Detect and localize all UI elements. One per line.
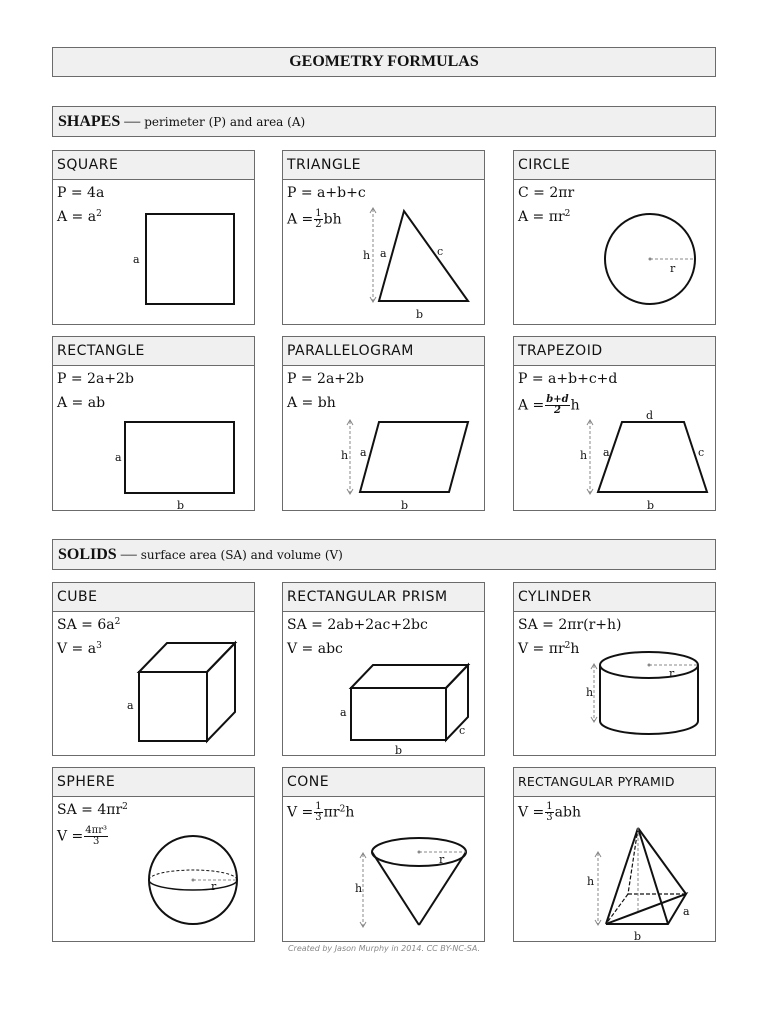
rectangle-diagram bbox=[53, 337, 256, 512]
card-title: TRAPEZOID bbox=[514, 337, 715, 366]
formula-area: $A = \pi r^2$ bbox=[518, 209, 571, 225]
label-b: b bbox=[401, 499, 409, 512]
card-rectangular-pyramid bbox=[513, 767, 716, 942]
formula-area: A = ab bbox=[57, 395, 106, 411]
card-title: RECTANGULAR PYRAMID bbox=[514, 768, 715, 797]
cube-diagram bbox=[53, 583, 256, 757]
card-title: RECTANGLE bbox=[53, 337, 254, 366]
card-parallelogram bbox=[282, 336, 485, 511]
formula-surface-area: SA = 2ab+2ac+2bc bbox=[287, 617, 428, 633]
square-diagram bbox=[53, 151, 256, 326]
label-d: d bbox=[646, 409, 654, 422]
label-h: h bbox=[355, 882, 363, 895]
formula-perimeter: P = a+b+c+d bbox=[518, 371, 618, 387]
cylinder-diagram bbox=[514, 583, 717, 757]
formula-area: A = bh bbox=[287, 395, 336, 411]
label-a: a bbox=[380, 247, 387, 260]
card-rectangular-prism bbox=[282, 582, 485, 756]
label-a: a bbox=[133, 253, 140, 266]
formula-volume: V = $\frac{1}{3}$ $\pi r^2h$ bbox=[287, 801, 355, 823]
card-title: SQUARE bbox=[53, 151, 254, 180]
label-a: a bbox=[603, 446, 610, 459]
formula-surface-area: SA = $6a^2$ bbox=[57, 617, 121, 633]
card-title: CONE bbox=[283, 768, 484, 797]
label-b: b bbox=[647, 499, 655, 512]
label-h: h bbox=[587, 875, 595, 888]
card-rectangle bbox=[52, 336, 255, 511]
label-h: h bbox=[341, 449, 349, 462]
label-c: c bbox=[698, 446, 705, 459]
formula-circumference: C = 2πr bbox=[518, 185, 575, 201]
formula-perimeter: P = 4a bbox=[57, 185, 105, 201]
label-c: c bbox=[437, 245, 444, 258]
label-r: r bbox=[669, 667, 675, 680]
card-title: PARALLELOGRAM bbox=[283, 337, 484, 366]
formula-perimeter: P = 2a+2b bbox=[57, 371, 134, 387]
card-title: CUBE bbox=[53, 583, 254, 612]
label-r: r bbox=[670, 262, 676, 275]
formula-perimeter: P = a+b+c bbox=[287, 185, 366, 201]
label-r: r bbox=[211, 880, 217, 893]
label-r: r bbox=[439, 853, 445, 866]
shapes-section-header bbox=[52, 106, 716, 137]
label-b: b bbox=[177, 499, 185, 512]
label-h: h bbox=[580, 449, 588, 462]
label-c: c bbox=[459, 724, 466, 737]
solids-label: SOLIDS bbox=[58, 546, 117, 563]
card-cone bbox=[282, 767, 485, 942]
shapes-label: SHAPES bbox=[58, 113, 121, 130]
label-a: a bbox=[340, 706, 347, 719]
triangle-diagram bbox=[283, 151, 486, 326]
formula-volume: V = $\frac{1}{3}$ abh bbox=[518, 801, 581, 823]
label-a: a bbox=[127, 699, 134, 712]
label-h: h bbox=[586, 686, 594, 699]
formula-surface-area: SA = 2πr(r+h) bbox=[518, 617, 622, 633]
label-a: a bbox=[683, 905, 690, 918]
label-h: h bbox=[363, 249, 371, 262]
formula-surface-area: SA = $4\pi r^2$ bbox=[57, 802, 128, 818]
label-b: b bbox=[416, 308, 424, 321]
formula-perimeter: P = 2a+2b bbox=[287, 371, 364, 387]
formula-area: A = $\frac{b+d}{2}$ h bbox=[518, 394, 580, 416]
solids-subtitle: surface area (SA) and volume (V) bbox=[140, 548, 343, 562]
formula-area: $A = a^2$ bbox=[57, 209, 102, 225]
solids-section-header bbox=[52, 539, 716, 570]
card-title: RECTANGULAR PRISM bbox=[283, 583, 484, 612]
formula-area: A = $\frac{1}{2}$ bh bbox=[287, 208, 342, 230]
card-trapezoid bbox=[513, 336, 716, 511]
formula-volume: $V = \pi r^2h$ bbox=[518, 641, 580, 657]
shapes-subtitle: perimeter (P) and area (A) bbox=[144, 115, 306, 129]
formula-volume: V = $\frac{\text{4πr³}}{3}$ bbox=[57, 825, 108, 847]
sphere-diagram bbox=[53, 768, 256, 943]
label-b: b bbox=[634, 930, 642, 943]
credit-line: Created by Jason Murphy in 2014. CC BY-NC-SA. bbox=[287, 944, 481, 953]
card-square bbox=[52, 150, 255, 325]
card-title: TRIANGLE bbox=[283, 151, 484, 180]
formula-volume: V = abc bbox=[287, 641, 343, 657]
card-title: CYLINDER bbox=[514, 583, 715, 612]
card-cylinder bbox=[513, 582, 716, 756]
card-triangle bbox=[282, 150, 485, 325]
shapes-dash: — bbox=[124, 113, 141, 130]
label-a: a bbox=[360, 446, 367, 459]
card-cube bbox=[52, 582, 255, 756]
card-title: CIRCLE bbox=[514, 151, 715, 180]
formula-volume: $V = a^3$ bbox=[57, 641, 102, 657]
rectangular-prism-diagram bbox=[283, 583, 486, 757]
trapezoid-diagram bbox=[514, 337, 717, 512]
rectangular-pyramid-diagram bbox=[514, 768, 717, 943]
page-title: GEOMETRY FORMULAS bbox=[52, 47, 716, 77]
solids-dash: — bbox=[120, 546, 137, 563]
parallelogram-diagram bbox=[283, 337, 486, 512]
label-b: b bbox=[395, 744, 403, 757]
label-a: a bbox=[115, 451, 122, 464]
cone-diagram bbox=[283, 768, 486, 943]
card-title: SPHERE bbox=[53, 768, 254, 797]
card-circle bbox=[513, 150, 716, 325]
card-sphere bbox=[52, 767, 255, 942]
circle-diagram bbox=[514, 151, 717, 326]
